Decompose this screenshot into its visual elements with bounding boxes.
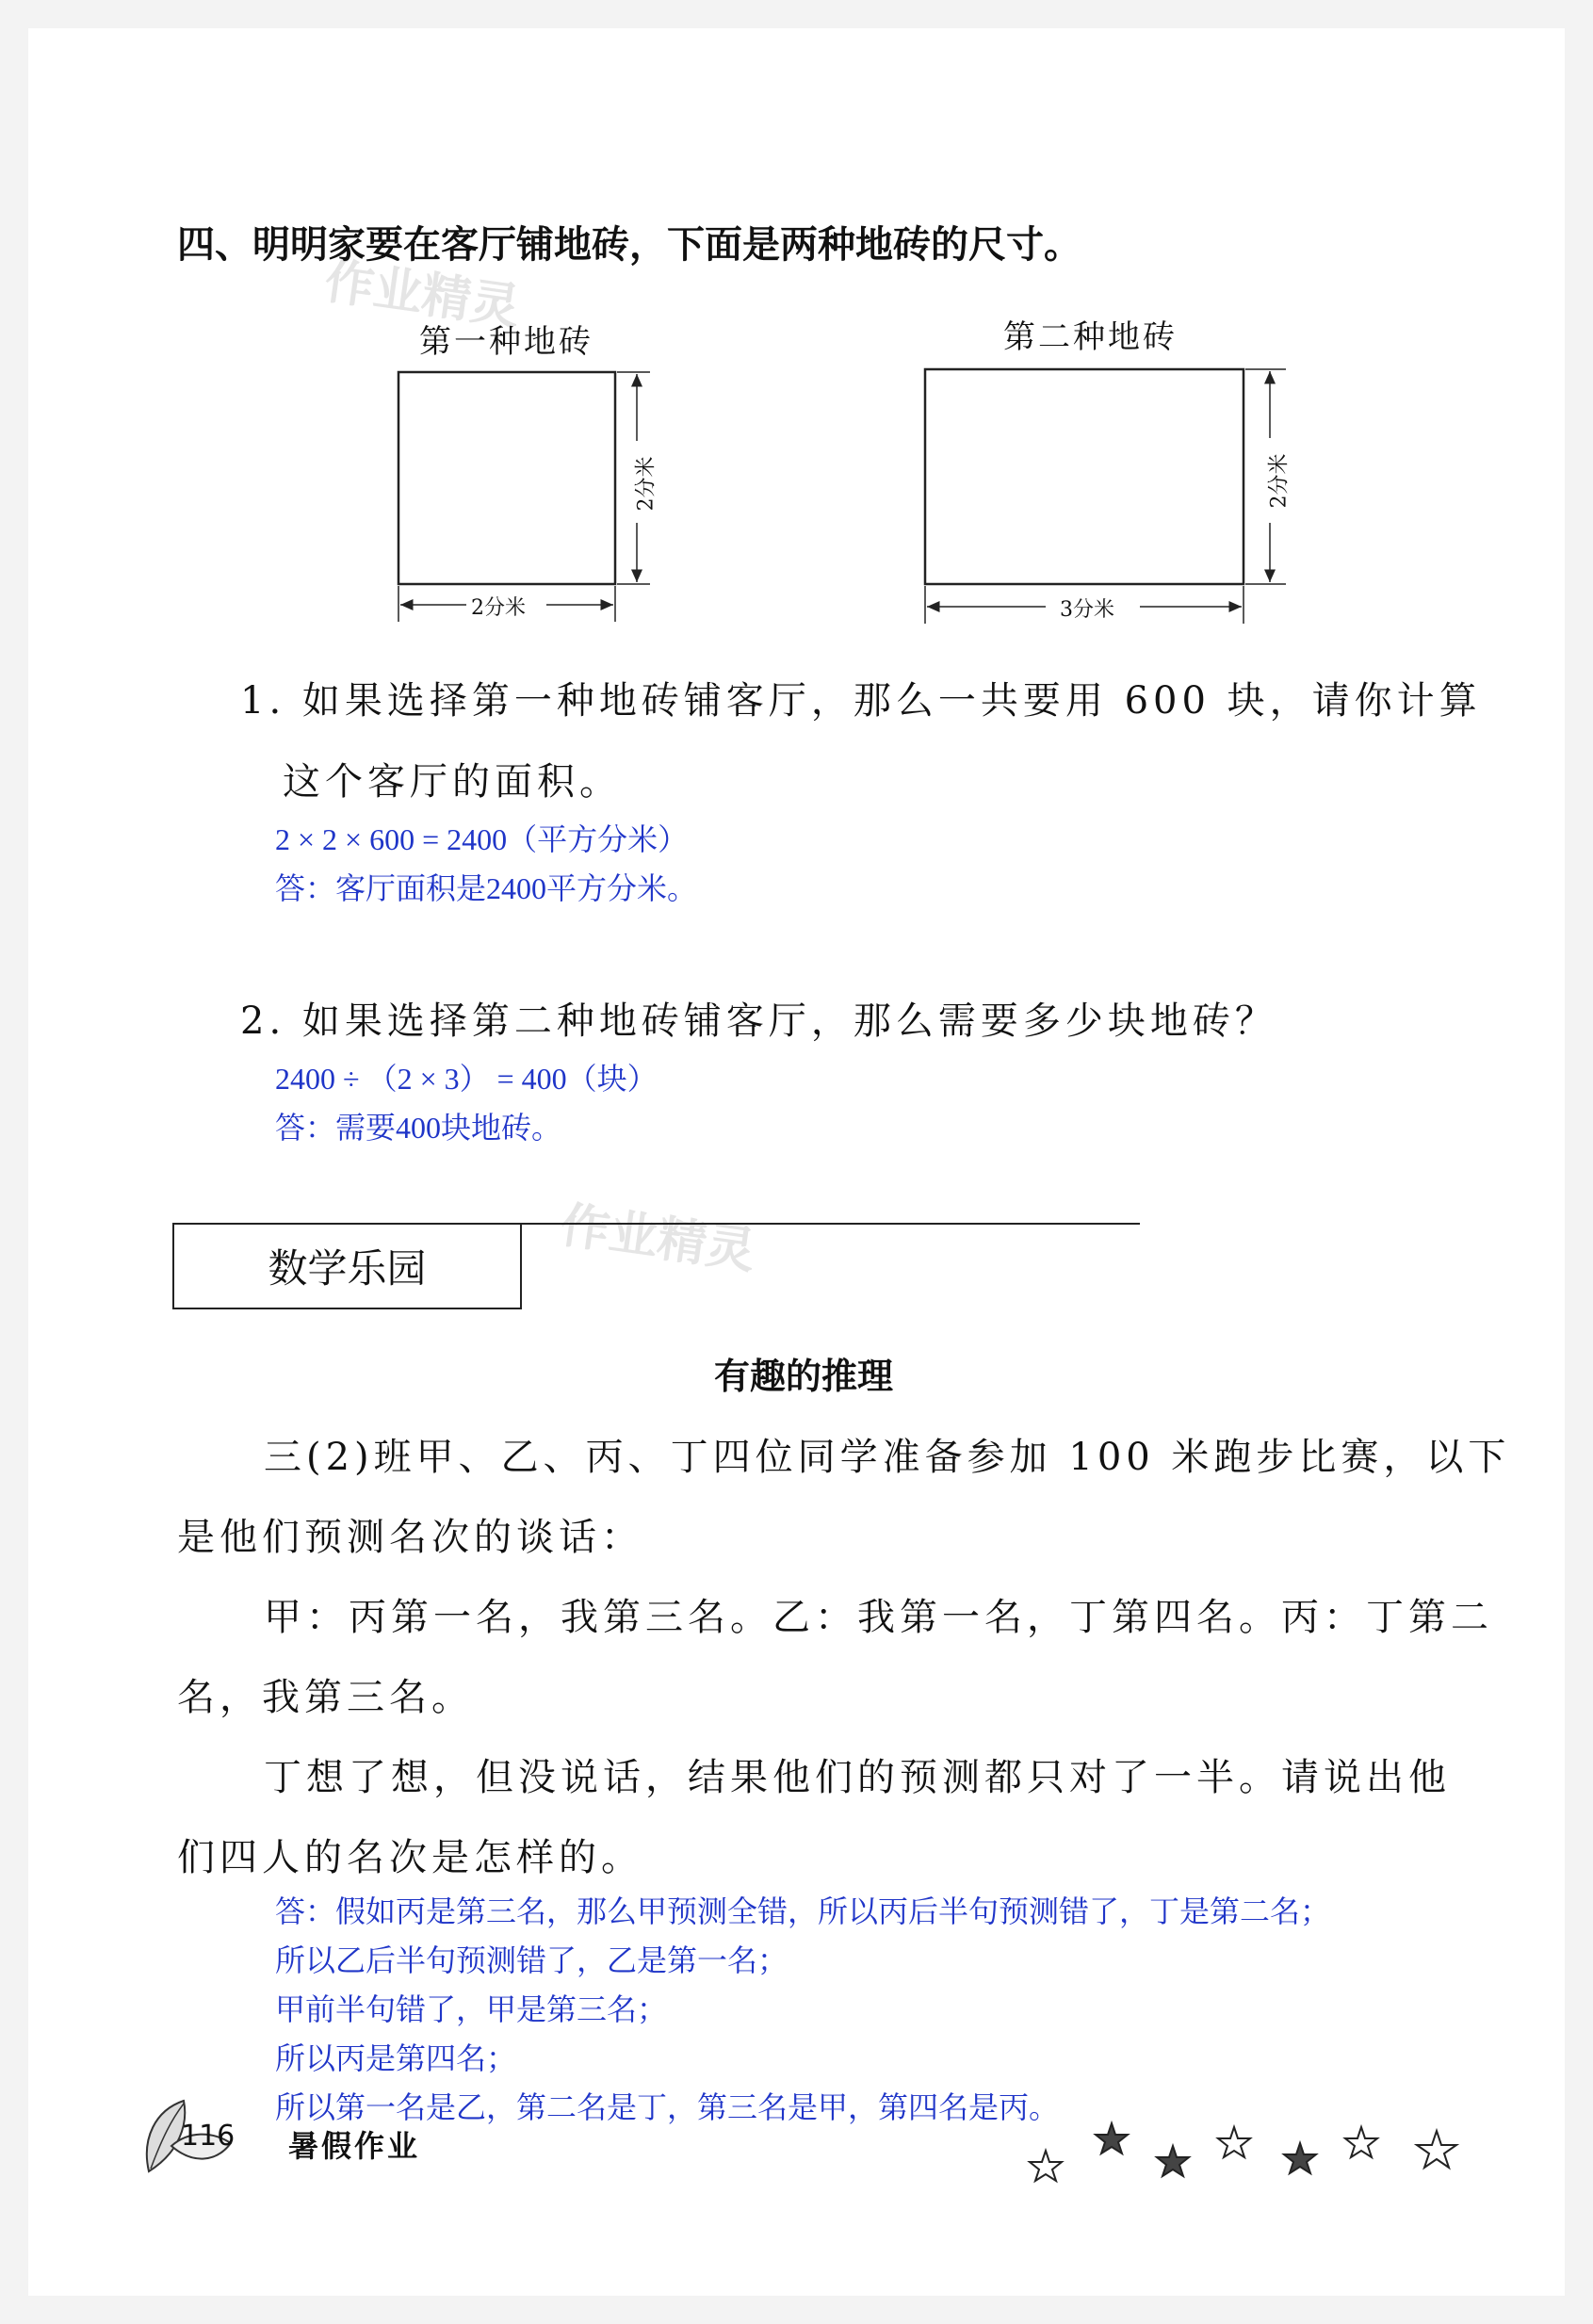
watermark: 作业精灵 [557, 1196, 759, 1281]
tile2-height-label: 2分米 [1267, 453, 1292, 509]
footer-title: 暑假作业 [288, 2128, 421, 2164]
answer2-text: 答：需要400块地砖。 [275, 1111, 562, 1145]
tile1-width-label: 2分米 [471, 596, 526, 620]
problem-title: 四、明明家要在客厅铺地砖，下面是两种地砖的尺寸。 [177, 223, 1081, 267]
star-icons [1030, 2123, 1456, 2181]
page-number: 116 [181, 2120, 236, 2153]
reasoning-answer-line: 所以乙后半句预测错了，乙是第一名； [275, 1943, 788, 1977]
paragraph-line: 丁想了想，但没说话，结果他们的预测都只对了一半。请说出他 [264, 1756, 1451, 1799]
paragraph-line: 三(2)班甲、乙、丙、丁四位同学准备参加 100 米跑步比赛，以下 [264, 1436, 1511, 1479]
question1-line2: 这个客厅的面积。 [283, 760, 622, 804]
tile1-height-label: 2分米 [634, 456, 658, 512]
paragraph-line: 们四人的名次是怎样的。 [177, 1836, 643, 1879]
reasoning-answer-line: 所以丙是第四名； [275, 2041, 517, 2075]
section-title: 数学乐园 [172, 1223, 522, 1309]
question2-line1: 2. 如果选择第二种地砖铺客厅，那么需要多少块地砖？ [240, 999, 1277, 1043]
question1-line1: 1. 如果选择第一种地砖铺客厅，那么一共要用 600 块，请你计算 [240, 679, 1482, 723]
reasoning-answer-line: 答：假如丙是第三名，那么甲预测全错，所以丙后半句预测错了，丁是第二名； [275, 1894, 1331, 1928]
paragraph-line: 甲：丙第一名，我第三名。乙：我第一名，丁第四名。丙：丁第二 [264, 1596, 1493, 1639]
answer1-calc: 2 × 2 × 600 = 2400（平方分米） [275, 822, 689, 856]
paragraph-line: 名，我第三名。 [177, 1676, 474, 1719]
tile2-label: 第二种地砖 [1003, 318, 1178, 356]
subtitle: 有趣的推理 [714, 1356, 894, 1397]
answer2-calc: 2400 ÷ （2 × 3） = 400（块） [275, 1062, 658, 1096]
paragraph-line: 是他们预测名次的谈话： [177, 1516, 643, 1559]
answer1-text: 答：客厅面积是2400平方分米。 [275, 871, 698, 905]
reasoning-answer-line: 所以第一名是乙，第二名是丁，第三名是甲，第四名是丙。 [275, 2090, 1060, 2124]
tile1-label: 第一种地砖 [419, 323, 593, 361]
reasoning-answer-line: 甲前半句错了，甲是第三名； [275, 1992, 668, 2026]
tile2-width-label: 3分米 [1060, 598, 1114, 622]
watermark: 作业精灵 [321, 252, 524, 337]
